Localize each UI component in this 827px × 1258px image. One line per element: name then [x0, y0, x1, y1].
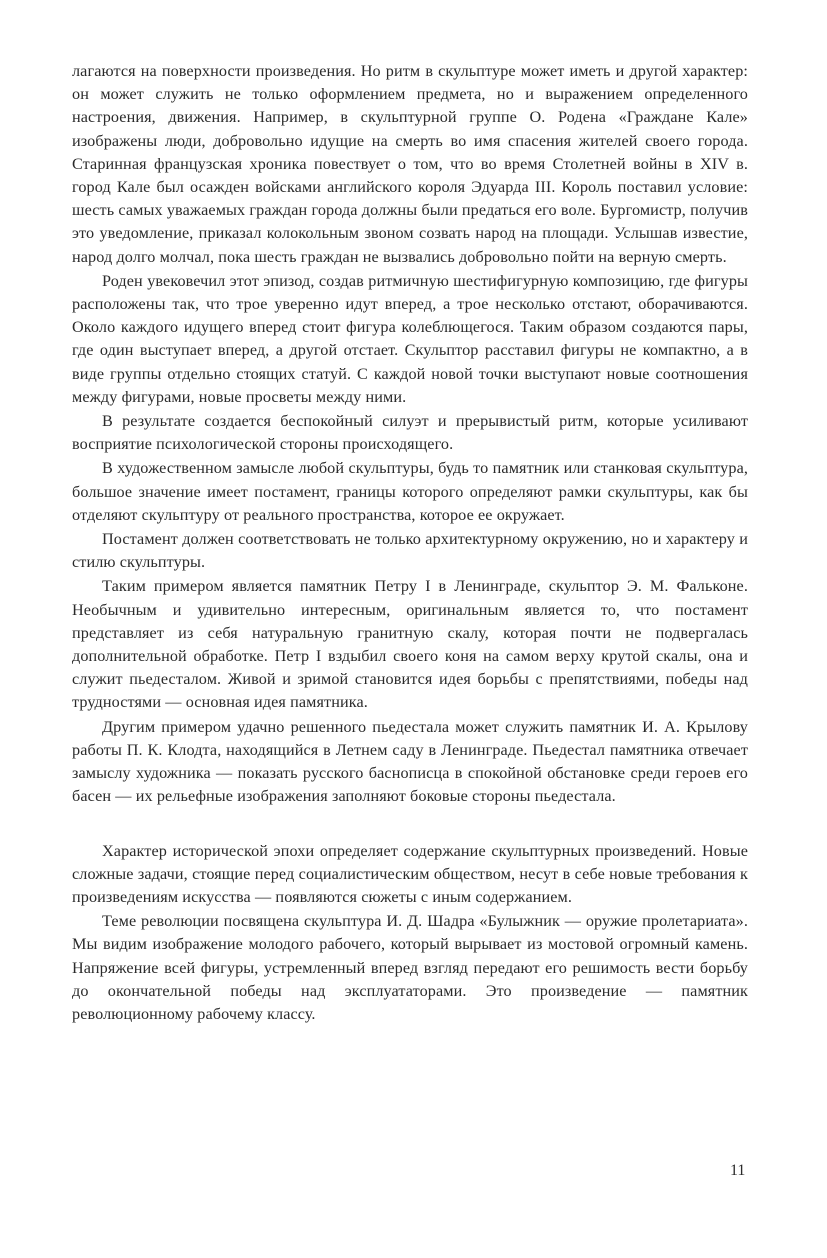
paragraph: В художественном замысле любой скульптуры, будь то памятник или станковая скульптура, большое значение имеет постамент, границы которого определяют рамки скульптуры, как бы отделяют скульптуру от реального пространства, которое ее окружает.: [72, 459, 748, 524]
paragraph: лагаются на поверхности произведения. Но ритм в скульптуре может иметь и другой характер: он может служить не только оформлением предмета, но и выражением определенного настроения, движения. Например, в скульптурной группе О. Родена «Граждане Кале» изображены люди, добровольно идущие на смерть во имя спасения жителей своего города. Старинная французская хроника повествует о том, что во время Столетней войны в XIV в. город Кале был осажден войсками английского короля Эдуарда III. Король поставил условие: шесть самых уважаемых граждан города должны были предаться его воле. Бургомистр, получив это уведомление, приказал колокольным звоном созвать народ на площади. Услышав известие, народ долго молчал, пока шесть граждан не вызвались добровольно пойти на верную смерть.: [72, 62, 748, 266]
page-number: 11: [730, 1162, 746, 1179]
paragraph: Таким примером является памятник Петру I в Ленинграде, скульптор Э. М. Фальконе. Необычным и удивительно интересным, оригинальным является то, что постамент представляет из себя натуральную гранитную скалу, которая почти не подвергалась дополнительной обработке. Петр I вздыбил своего коня на самом верху крутой скалы, она и служит пьедесталом. Живой и зримой становится идея борьбы с препятствиями, победы над трудностями — основная идея памятника.: [72, 577, 748, 712]
paragraph: Характер исторической эпохи определяет содержание скульптурных произведений. Новые сложные задачи, стоящие перед социалистическим обществом, несут в себе новые требования к произведениям искусства — появляются сюжеты с иным содержанием.: [72, 841, 748, 906]
paragraph: Постамент должен соответствовать не только архитектурному окружению, но и характеру и стилю скульптуры.: [72, 530, 748, 572]
paragraph: В результате создается беспокойный силуэт и прерывистый ритм, которые усиливают восприятие психологической стороны происходящего.: [72, 412, 748, 454]
paragraph: Теме революции посвящена скульптура И. Д. Шадра «Булыжник — оружие пролетариата». Мы видим изображение молодого рабочего, который вырывает из мостовой огромный камень. Напряжение всей фигуры, устремленный вперед взгляд передают его решимость вести борьбу до окончательной победы над эксплуататорами. Это произведение — памятник революционному рабочему классу.: [72, 912, 748, 1023]
paragraph: Другим примером удачно решенного пьедестала может служить памятник И. А. Крылову работы П. К. Клодта, находящийся в Летнем саду в Ленинграде. Пьедестал памятника отвечает замыслу художника — показать русского баснописца в спокойной обстановке среди героев его басен — их рельефные изображения заполняют боковые стороны пьедестала.: [72, 717, 748, 806]
section-gap: [72, 809, 748, 840]
paragraph: Роден увековечил этот эпизод, создав ритмичную шестифигурную композицию, где фигуры расположены так, что трое уверенно идут вперед, а трое несколько отстают, оборачиваются. Около каждого идущего вперед стоит фигура колеблющегося. Таким образом создаются пары, где один выступает вперед, а другой отстает. Скульптор расставил фигуры не компактно, а в виде группы отдельно стоящих статуй. С каждой новой точки выступают новые соотношения между фигурами, новые просветы между ними.: [72, 271, 748, 406]
text-section-2: [72, 840, 748, 1027]
page-body: [72, 60, 748, 1026]
text-section-1: [72, 60, 748, 809]
